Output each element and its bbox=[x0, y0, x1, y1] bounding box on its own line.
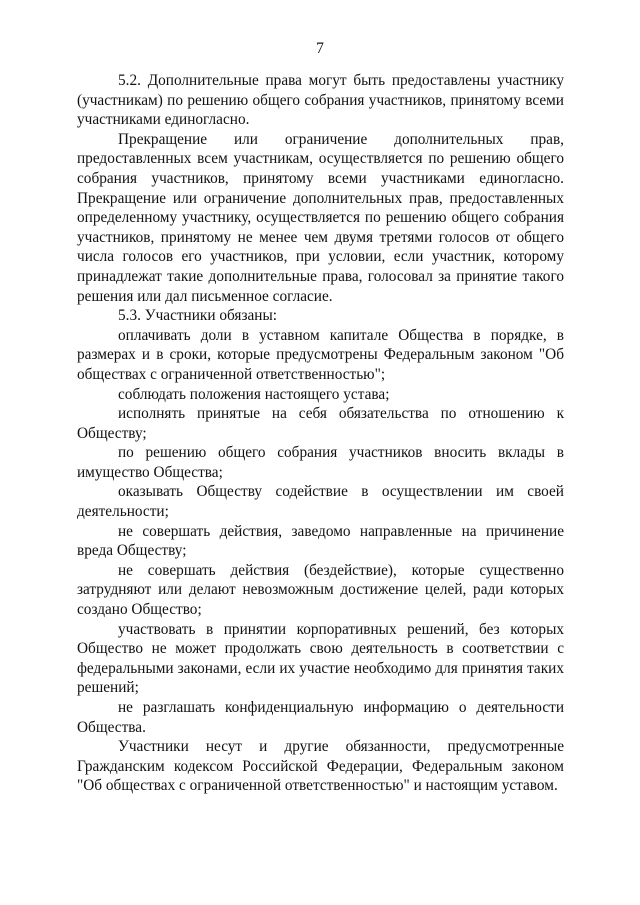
paragraph-5-2: 5.2. Дополнительные права могут быть предоставлены участнику (участникам) по решению общего собрания участников, принятому всеми участниками единогласно. bbox=[77, 72, 564, 129]
obligation-observe-charter: соблюдать положения настоящего устава; bbox=[118, 385, 390, 403]
paragraph-5-3-heading: 5.3. Участники обязаны: bbox=[118, 307, 278, 325]
paragraph-other-obligations: Участники несут и другие обязанности, предусмотренные Гражданским кодексом Российской Федерации, Федеральным законом "Об обществах с ограниченной ответственностью" и настоящим уставом. bbox=[77, 738, 564, 795]
obligation-make-contributions: по решению общего собрания участников вносить вклады в имущество Общества; bbox=[77, 444, 564, 481]
paragraph-termination-of-rights: Прекращение или ограничение дополнительных прав, предоставленных всем участникам, осуществляется по решению общего собрания участников, принятому всеми участниками единогласно. Прекращение или ограничение дополнительных прав, предоставленных определенному участнику, осуществляется по решению общего собрания участников, принятому не менее чем двумя третями голосов от общего числа голосов его участников, при условии, если участник, которому принадлежат такие дополнительные права, голосовал за принятие такого решения или дал письменное согласие. bbox=[77, 130, 564, 305]
obligation-participate-decisions: участвовать в принятии корпоративных решений, без которых Общество не может продолжать свою деятельность в соответствии с федеральными законами, если их участие необходимо для принятия таких решений; bbox=[77, 620, 564, 697]
obligation-no-harm: не совершать действия, заведомо направленные на причинение вреда Обществу; bbox=[77, 522, 564, 560]
obligation-assist-company: оказывать Обществу содействие в осуществлении им своей деятельности; bbox=[77, 483, 564, 521]
obligation-pay-shares: оплачивать доли в уставном капитале Общества в порядке, в размерах и в сроки, которые предусмотрены Федеральным законом "Об обществах с ограниченной ответственностью"; bbox=[77, 326, 564, 383]
obligation-fulfil-commitments: исполнять принятые на себя обязательства по отношению к Обществу; bbox=[77, 405, 564, 442]
document-body bbox=[77, 71, 564, 796]
obligation-no-obstruction: не совершать действия (бездействие), которые существенно затрудняют или делают невозможным достижение целей, ради которых создано Общество; bbox=[77, 561, 564, 619]
obligation-confidentiality: не разглашать конфиденциальную информацию о деятельности Общества. bbox=[77, 699, 564, 736]
page-number: 7 bbox=[316, 40, 324, 57]
